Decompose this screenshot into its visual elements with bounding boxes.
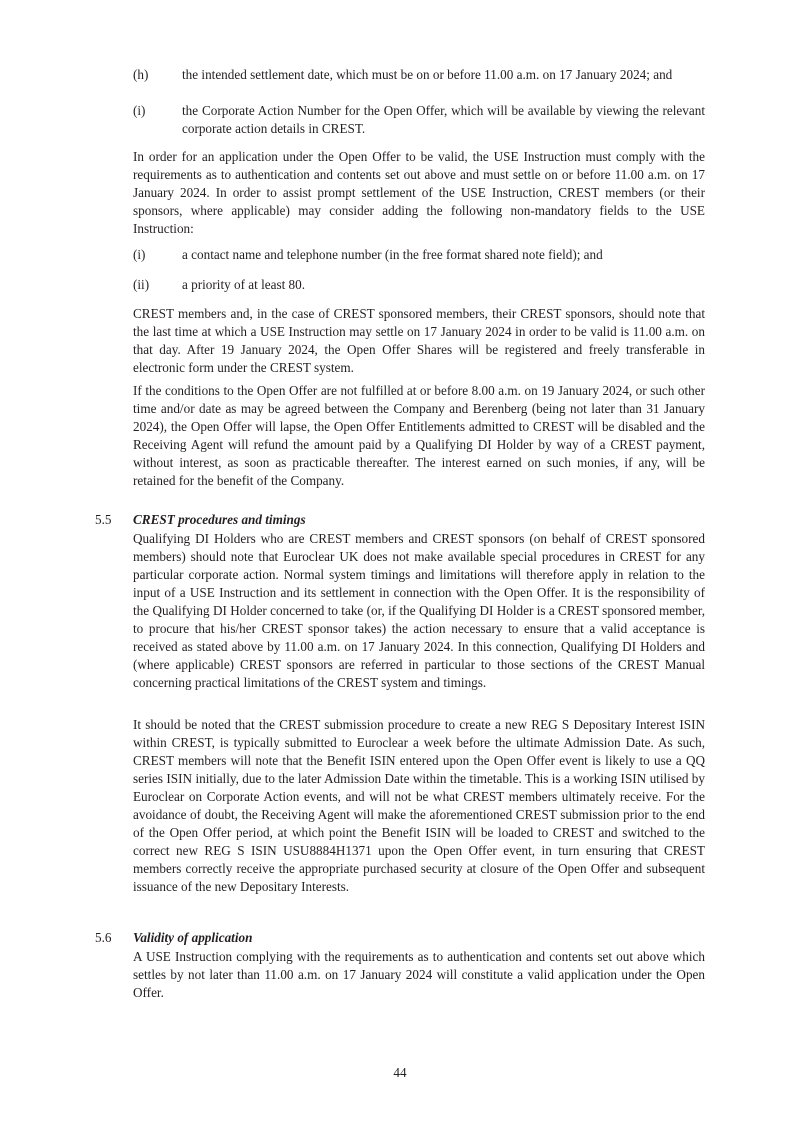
paragraph-crest-procedures: Qualifying DI Holders who are CREST members and CREST sponsors (on behalf of CREST sponsored members) should note that Euroclear UK does not make available special procedures in CREST for any particular corporate action. Normal system timings and limitations will therefore apply in relation to the input of a USE Instruction and its settlement in connection with the Open Offer. It is the responsibility of the Qualifying DI Holder concerned to take (or, if the Qualifying DI Holder is a CREST sponsored member, to procure that his/her CREST sponsor takes) the action necessary to ensure that a valid acceptance is received as stated above by 11.00 a.m. on 17 January 2024. In this connection, Qualifying DI Holders and (where applicable) CREST sponsors are referred in particular to those sections of the CREST Manual concerning practical limitations of the CREST system and timings. [133, 531, 705, 690]
list-label: (i) [133, 247, 146, 262]
list-text: a priority of at least 80. [182, 277, 306, 292]
paragraph-crest-submission: It should be noted that the CREST submission procedure to create a new REG S Depositary Interest ISIN within CREST, is typically submitted to Euroclear a week before the ultimate Admission Date. As such, CREST members will note that the Benefit ISIN entered upon the Open Offer event is likely to use a QQ series ISIN initially, due to the later Admission Date within the timetable. This is a working ISIN utilised by Euroclear on Corporate Action events, and will not be what CREST members ultimately receive. For the avoidance of doubt, the Receiving Agent will make the aforementioned CREST submission prior to the end of the Open Offer period, at which point the Benefit ISIN will be loaded to CREST and switched to the correct new REG S ISIN USU8884H1371 upon the Open Offer event, in turn ensuring that CREST members correctly receive the appropriate purchased security at closure of the Open Offer and subsequent issuance of the new Depositary Interests. [133, 717, 705, 894]
list-item-optional-ii [133, 276, 705, 294]
list-text: a contact name and telephone number (in the free format shared note field); and [182, 247, 603, 262]
list-label: (h) [133, 67, 149, 82]
list-label: (ii) [133, 277, 150, 292]
paragraph-crest-members: CREST members and, in the case of CREST sponsored members, their CREST sponsors, should note that the last time at which a USE Instruction may settle on 17 January 2024 in order to be valid is 11.00 a.m. on that day. After 19 January 2024, the Open Offer Shares will be registered and freely transferable in electronic form under the CREST system. [133, 306, 705, 375]
list-item-i [133, 102, 705, 138]
paragraph-conditions: If the conditions to the Open Offer are not fulfilled at or before 8.00 a.m. on 19 January 2024, or such other time and/or date as may be agreed between the Company and Berenberg (being not later than 31 January 2024), the Open Offer will lapse, the Open Offer Entitlements admitted to CREST will be disabled and the Receiving Agent will refund the amount paid by a Qualifying DI Holder by way of a CREST payment, without interest, as soon as practicable thereafter. The interest earned on such monies, if any, will be retained for the benefit of the Company. [133, 383, 705, 488]
list-text: the intended settlement date, which must be on or before 11.00 a.m. on 17 January 2024; and [182, 67, 673, 82]
section-number-5-6: 5.6 [95, 930, 112, 945]
section-heading-crest-procedures: CREST procedures and timings [133, 512, 306, 527]
section-heading-validity: Validity of application [133, 930, 253, 945]
section-number-5-5: 5.5 [95, 512, 112, 527]
list-item-h [133, 66, 705, 84]
list-label: (i) [133, 103, 146, 118]
page-number: 44 [393, 1065, 407, 1080]
paragraph-validity-of-application: A USE Instruction complying with the requirements as to authentication and contents set out above which settles by not later than 11.00 a.m. on 17 January 2024 will constitute a valid application under the Open Offer. [133, 949, 705, 1000]
list-text: the Corporate Action Number for the Open Offer, which will be available by viewing the relevant corporate action details in CREST. [182, 103, 705, 136]
paragraph-validity-requirements: In order for an application under the Open Offer to be valid, the USE Instruction must comply with the requirements as to authentication and contents set out above and must settle on or before 11.00 a.m. on 17 January 2024. In order to assist prompt settlement of the USE Instruction, CREST members (or their sponsors, where applicable) may consider adding the following non-mandatory fields to the USE Instruction: [133, 149, 705, 236]
list-item-optional-i [133, 246, 705, 264]
